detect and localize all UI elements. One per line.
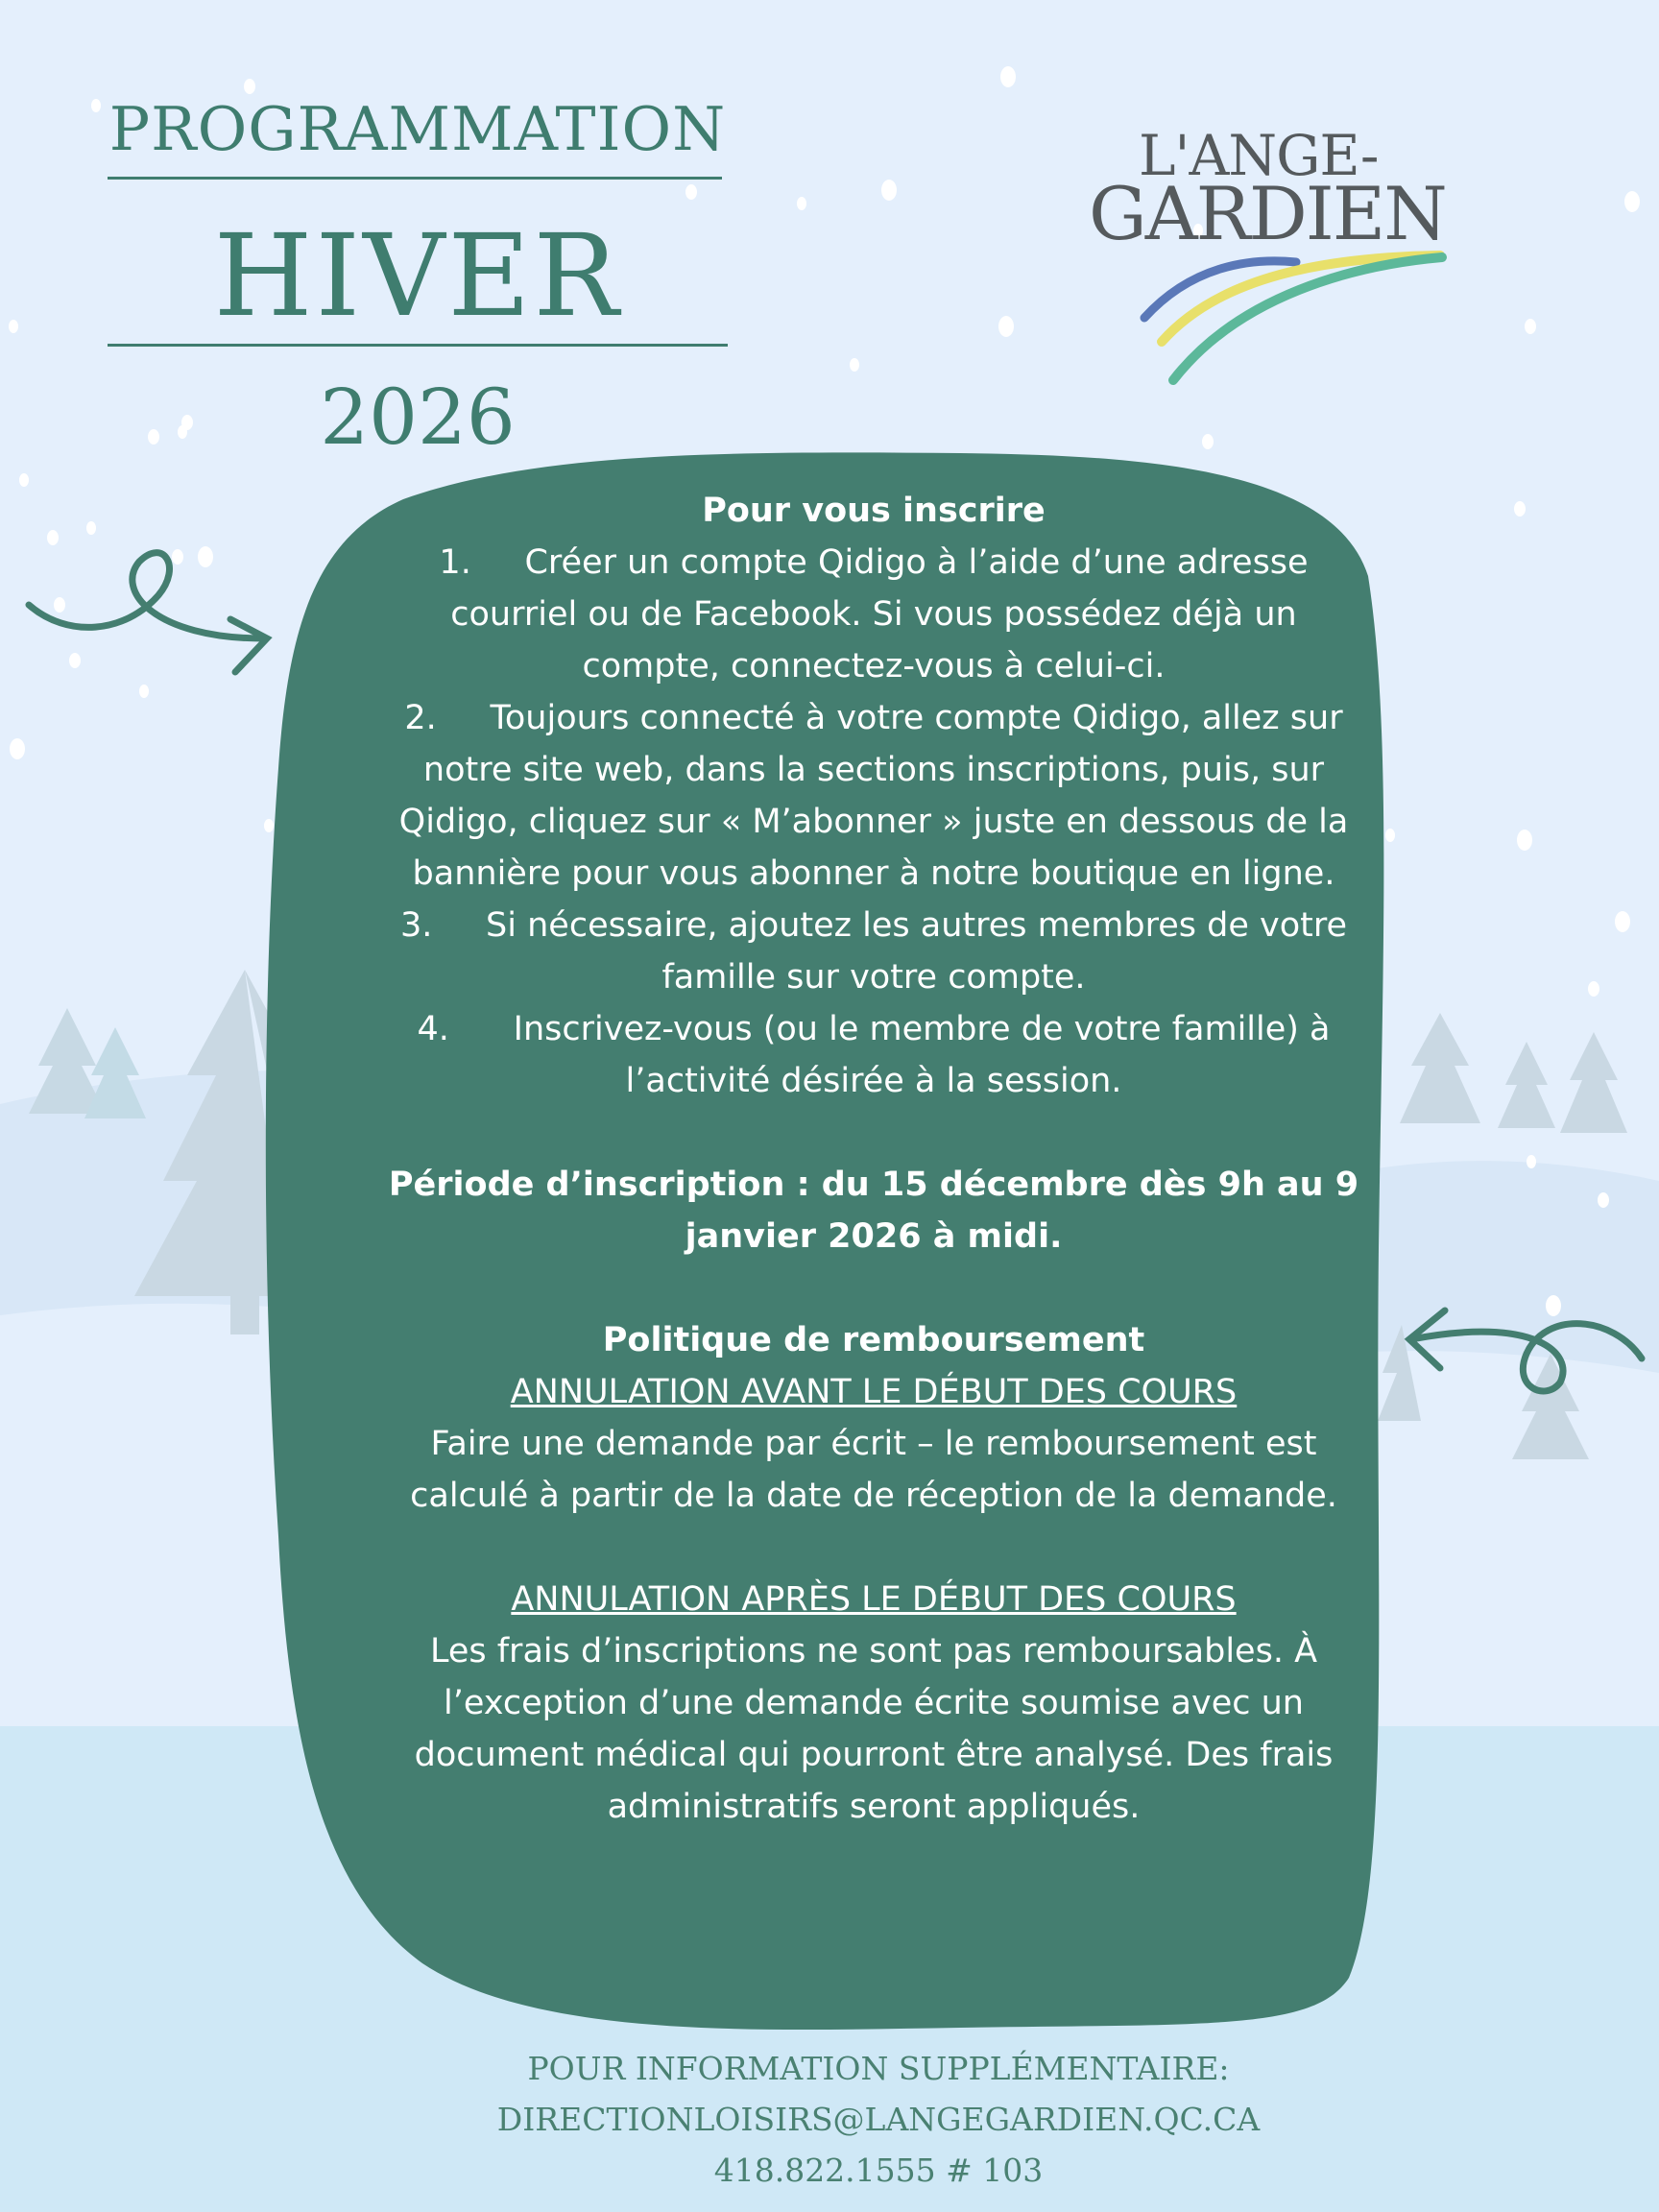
step-3-line: famille sur votre compte. <box>661 958 1086 997</box>
step-2-line: notre site web, dans la sections inscriptions, puis, sur <box>422 751 1325 789</box>
step-3 <box>384 900 1363 951</box>
footer-info-label: POUR INFORMATION SUPPLÉMENTAIRE: <box>527 2050 1230 2087</box>
step-4-line: l’activité désirée à la session. <box>625 1062 1122 1100</box>
step-1-line: courriel ou de Facebook. Si vous possédez déjà un <box>450 595 1297 634</box>
season-title: HIVER <box>213 209 622 342</box>
annulation-apres-text: document médical qui pourront être analysé. Des frais <box>414 1736 1334 1774</box>
programmation-title: PROGRAMMATION <box>108 94 727 164</box>
step-text: Si nécessaire, ajoutez les autres membres de votre <box>486 906 1347 945</box>
step-2-line: Qidigo, cliquez sur « M’abonner » juste en dessous de la <box>398 803 1349 841</box>
annulation-avant-text: calculé à partir de la date de réception de la demande. <box>410 1477 1337 1515</box>
annulation-avant-text: Faire une demande par écrit – le remboursement est <box>430 1425 1317 1463</box>
logo-line1: L'ANGE- <box>1139 123 1379 188</box>
year-title: 2026 <box>320 373 516 462</box>
step-number: 3. <box>400 906 433 945</box>
footer-phone[interactable]: 418.822.1555 # 103 <box>713 2152 1044 2189</box>
step-text: Toujours connecté à votre compte Qidigo, allez sur <box>490 699 1343 737</box>
annulation-apres-text: l’exception d’une demande écrite soumise avec un <box>444 1684 1304 1722</box>
contact-footer <box>288 2043 1469 2196</box>
annulation-apres-heading: ANNULATION APRÈS LE DÉBUT DES COURS <box>511 1580 1237 1619</box>
periode-line: Période d’inscription : du 15 décembre dès 9h au 9 <box>388 1166 1359 1204</box>
step-number: 4. <box>417 1010 449 1048</box>
step-number: 1. <box>439 543 471 582</box>
annulation-apres-text: administratifs seront appliqués. <box>607 1788 1141 1826</box>
header-divider-bottom <box>108 344 728 347</box>
step-2 <box>384 692 1363 744</box>
registration-info <box>384 485 1363 1833</box>
rainbow-arcs-icon <box>1085 123 1488 401</box>
annulation-avant-heading: ANNULATION AVANT LE DÉBUT DES COURS <box>510 1373 1238 1411</box>
step-text: Inscrivez-vous (ou le membre de votre famille) à <box>513 1010 1331 1048</box>
step-1-line: compte, connectez-vous à celui-ci. <box>582 647 1166 685</box>
lange-gardien-logo <box>1085 123 1488 401</box>
annulation-apres-text: Les frais d’inscriptions ne sont pas remboursables. À <box>429 1632 1318 1671</box>
step-number: 2. <box>404 699 437 737</box>
step-text: Créer un compte Qidigo à l’aide d’une adresse <box>524 543 1309 582</box>
inscription-title: Pour vous inscrire <box>702 492 1046 530</box>
politique-title: Politique de remboursement <box>602 1321 1145 1359</box>
logo-line2: GARDIEN <box>1089 171 1446 256</box>
header-divider-top <box>108 177 722 180</box>
step-2-line: bannière pour vous abonner à notre boutique en ligne. <box>412 854 1335 893</box>
footer-email-link[interactable]: DIRECTIONLOISIRS@LANGEGARDIEN.QC.CA <box>496 2101 1261 2138</box>
periode-line: janvier 2026 à midi. <box>685 1217 1063 1256</box>
step-1 <box>384 537 1363 589</box>
step-4 <box>384 1003 1363 1055</box>
